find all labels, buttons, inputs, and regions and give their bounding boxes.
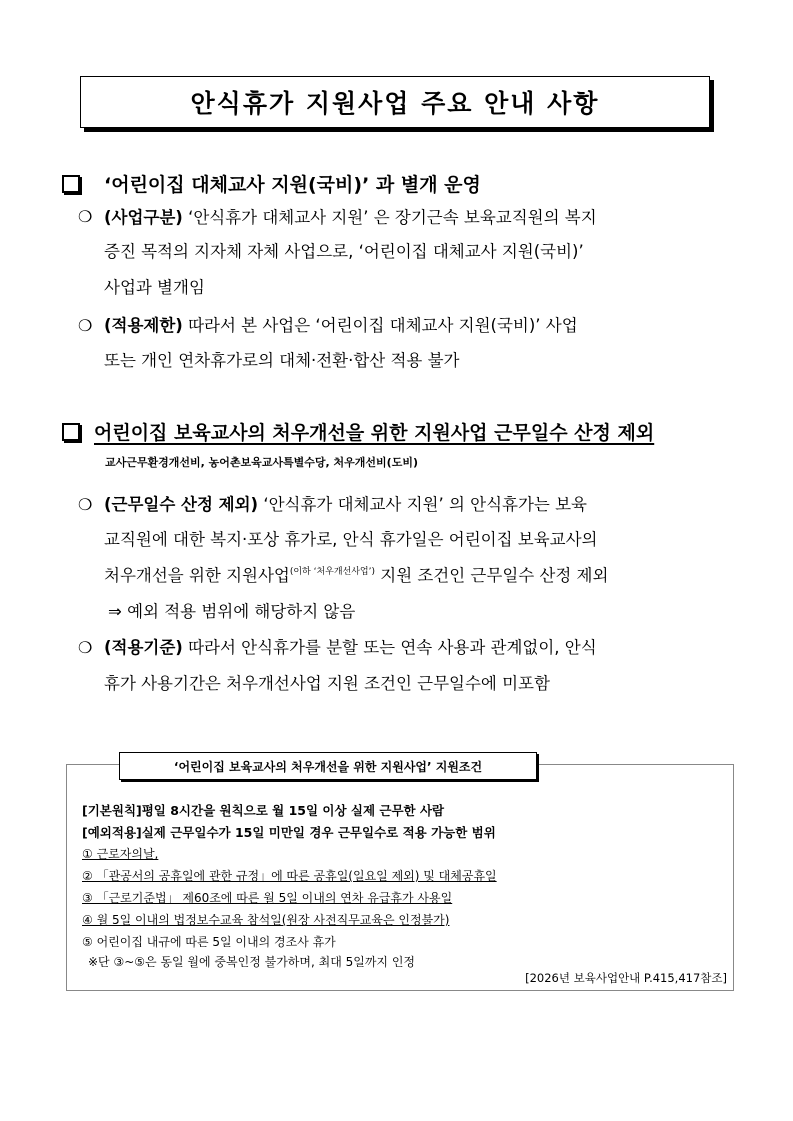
section1-item1-tag: (사업구분) <box>104 208 183 227</box>
section1-item2-tag: (적용제한) <box>104 316 183 335</box>
section2-item1-line4: ⇒ 예외 적용 범위에 해당하지 않음 <box>108 602 356 621</box>
section1-item1-line3: 사업과 별개임 <box>104 278 205 297</box>
circle-bullet-icon: ❍ <box>78 207 93 226</box>
conditions-basic: [기본원칙]평일 8시간을 원칙으로 월 15일 이상 실제 근무한 사람 <box>82 803 445 818</box>
section2-subnote: 교사근무환경개선비, 농어촌보육교사특별수당, 처우개선비(도비) <box>105 456 418 469</box>
conditions-note: ※단 ③~⑤은 동일 월에 중복인정 불가하며, 최대 5일까지 인정 <box>88 955 416 969</box>
section1-item1-line2: 증진 목적의 지자체 자체 사업으로, ‘어린이집 대체교사 지원(국비)’ <box>104 242 584 261</box>
circle-bullet-icon: ❍ <box>78 638 93 657</box>
circle-bullet-icon: ❍ <box>78 495 93 514</box>
section2-item1-line2: 교직원에 대한 복지·포상 휴가로, 안식 휴가일은 어린이집 보육교사의 <box>104 530 598 549</box>
section2-item2-tag: (적용기준) <box>104 638 183 657</box>
section1-item1-line1: (사업구분) ‘안식휴가 대체교사 지원’ 은 장기근속 보육교직원의 복지 <box>104 208 597 227</box>
conditions-reference: [2026년 보육사업안내 P.415,417참조] <box>525 971 727 985</box>
section1-heading <box>62 170 481 197</box>
superscript-note: (이하 ‘처우개선사업’) <box>289 567 375 577</box>
conditions-title: ‘어린이집 보육교사의 처우개선을 위한 지원사업’ 지원조건 <box>119 752 537 780</box>
conditions-exception: [예외적용]실제 근무일수가 15일 미만일 경우 근무일수로 적용 가능한 범위 <box>82 825 496 840</box>
conditions-item-5: ⑤ 어린이집 내규에 따른 5일 이내의 경조사 휴가 <box>82 935 336 949</box>
conditions-item-1: ① 근로자의날, <box>82 847 159 861</box>
section1-item2-line1: (적용제한) 따라서 본 사업은 ‘어린이집 대체교사 지원(국비)’ 사업 <box>104 316 578 335</box>
section2-item2-line2: 휴가 사용기간은 처우개선사업 지원 조건인 근무일수에 미포함 <box>104 674 550 693</box>
section2-item2-line1: (적용기준) 따라서 안식휴가를 분할 또는 연속 사용과 관계없이, 안식 <box>104 638 597 657</box>
conditions-item-3: ③ 「근로기준법」 제60조에 따른 월 5일 이내의 연차 유급휴가 사용일 <box>82 891 453 905</box>
page-title: 안식휴가 지원사업 주요 안내 사항 <box>80 76 710 128</box>
checkbox-square-icon <box>62 423 80 441</box>
conditions-item-4: ④ 월 5일 이내의 법정보수교육 참석일(원장 사전직무교육은 인정불가) <box>82 913 450 927</box>
section1-item2-line2: 또는 개인 연차휴가로의 대체·전환·합산 적용 불가 <box>104 351 460 370</box>
checkbox-square-icon <box>62 175 80 193</box>
section2-heading <box>62 418 654 445</box>
circle-bullet-icon: ❍ <box>78 316 93 335</box>
conditions-item-2: ② 「관공서의 공휴일에 관한 규정」에 따른 공휴일(일요일 제외) 및 대체공휴일 <box>82 869 497 883</box>
section1-heading-text: ‘어린이집 대체교사 지원(국비)’ 과 별개 운영 <box>104 174 481 196</box>
section2-heading-text: 어린이집 보육교사의 처우개선을 위한 지원사업 근무일수 산정 제외 <box>94 422 655 444</box>
section2-item1-line1: (근무일수 산정 제외) ‘안식휴가 대체교사 지원’ 의 안식휴가는 보육 <box>104 495 587 514</box>
section2-item1-tag: (근무일수 산정 제외) <box>104 495 259 514</box>
section2-item1-line3: 처우개선을 위한 지원사업$^{(이하 ‘처우개선사업’)}$ 지원 조건인 근무일수 산정 제외 <box>104 566 609 585</box>
